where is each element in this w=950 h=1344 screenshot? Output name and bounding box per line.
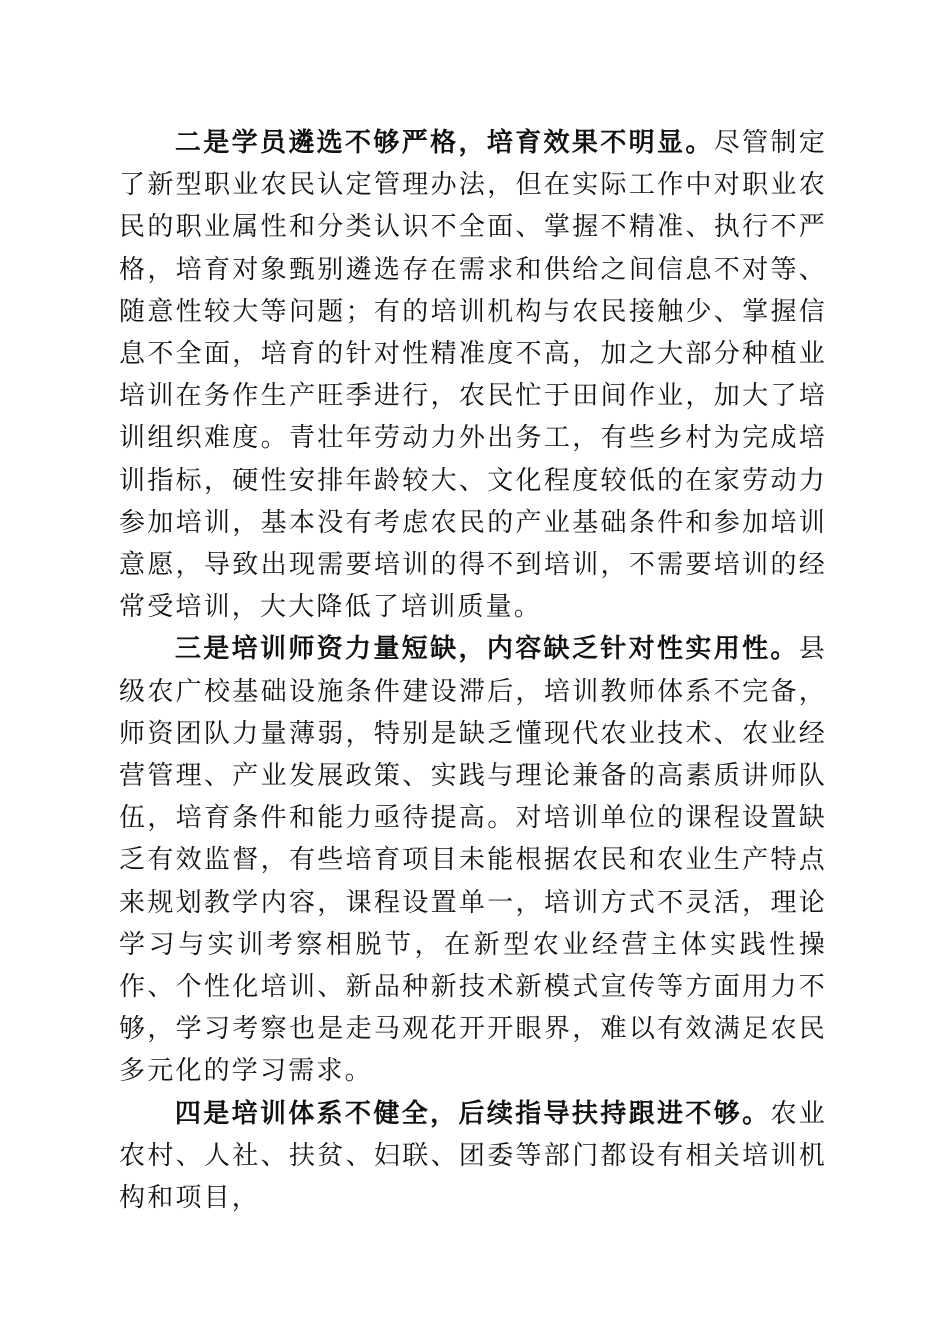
paragraph-2-heading: 二是学员遴选不够严格，培育效果不明显。	[174, 128, 714, 158]
paragraph-4-text: 农业农村、人社、扶贫、妇联、团委等部门都设有相关培训机构和项目，	[119, 1098, 827, 1214]
paragraph-2-text: 尽管制定了新型职业农民认定管理办法，但在实际工作中对职业农民的职业属性和分类认识不全面、掌握不精准、执行不严格，培育对象甄别遴选存在需求和供给之间信息不对等、随意性较大等问题；有的培训机构与农民接触少、掌握信息不全面，培育的针对性精准度不高，加之大部分种植业培训在务作生产旺季进行，农民忙于田间作业，加大了培训组织难度。青壮年劳动力外出务工，有些乡村为完成培训指标，硬性安排年龄较大、文化程度较低的在家劳动力参加培训，基本没有考虑农民的产业基础条件和参加培训意愿，导致出现需要培训的得不到培训，不需要培训的经常受培训，大大降低了培训质量。	[119, 128, 827, 623]
paragraph-4-heading: 四是培训体系不健全，后续指导扶持跟进不够。	[174, 1098, 771, 1129]
document-body	[119, 122, 827, 1219]
paragraph-3	[119, 628, 827, 1092]
paragraph-3-text: 县级农广校基础设施条件建设滞后，培训教师体系不完备，师资团队力量薄弱，特别是缺乏懂现代农业技术、农业经营管理、产业发展政策、实践与理论兼备的高素质讲师队伍，培育条件和能力亟待提高。对培训单位的课程设置缺乏有效监督，有些培育项目未能根据农民和农业生产特点来规划教学内容，课程设置单一，培训方式不灵活，理论学习与实训考察相脱节，在新型农业经营主体实践性操作、个性化培训、新品种新技术新模式宣传等方面用力不够，学习考察也是走马观花开开眼界，难以有效满足农民多元化的学习需求。	[119, 634, 827, 1087]
paragraph-4	[119, 1093, 827, 1220]
paragraph-3-heading: 三是培训师资力量短缺，内容缺乏针对性实用性。	[174, 634, 799, 665]
paragraph-2	[119, 122, 827, 628]
